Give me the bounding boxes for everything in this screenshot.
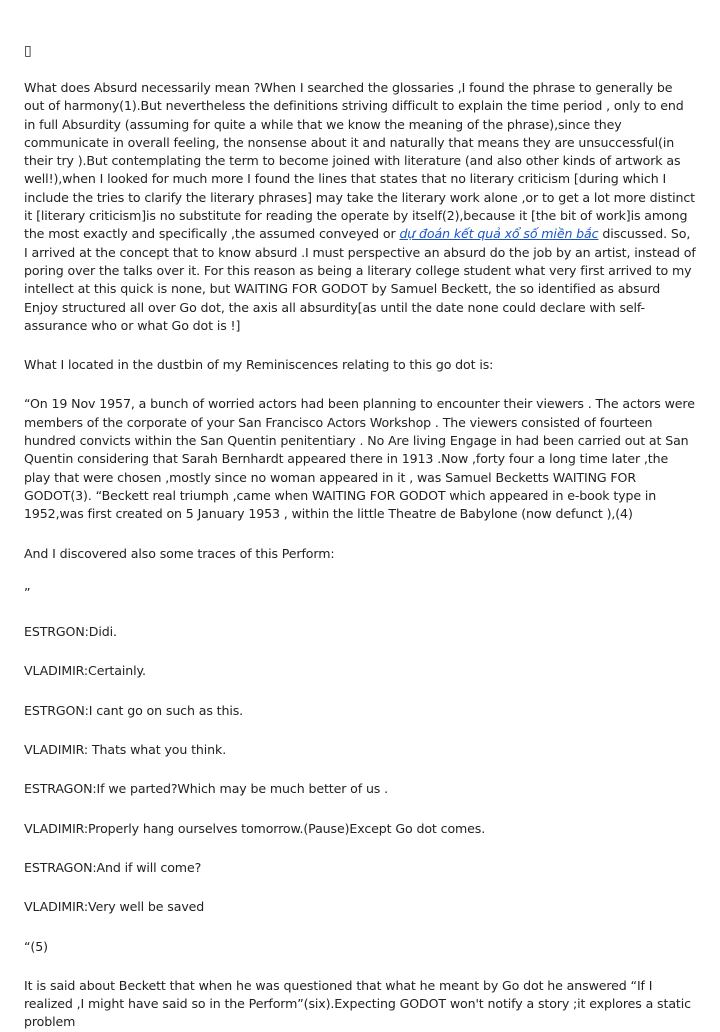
dialogue-line: ESTRGON:Didi. [24,624,117,640]
spacer [24,917,696,938]
paragraph-beckett-godot: It is said about Beckett that when he was questioned that what he meant by Go dot he answered “If I realized ,I might have said so in the Perform”(six).Expecting GODOT won't notify a story ;it explores a static problem [24,977,691,1030]
article-body [24,42,696,1032]
paragraph-san-quentin: “On 19 Nov 1957, a bunch of worried actors had been planning to encounter their viewers . The actors were members of the corporate of your San Francisco Actors Workshop . The viewers consisted of fourteen hundred convicts within the San Quentin penitentiary . No Are living Engage in had been carried out at San Quentin considering that Sarah Bernhardt appeared there in 1913 .Now ,forty four a long time later ,the play that were chosen ,mostly since no woman appeared in it , was Samuel Becketts WAITING FOR GODOT(3). “Beckett real triumph ,came when WAITING FOR GODOT which appeared in e-book type in 1952,was first created on 5 January 1953 , within the little Theatre de Babylone (now defunct ),(4) [24,396,695,522]
dialogue-line: ESTRGON:I cant go on such as this. [24,702,244,718]
spacer [24,799,696,820]
paragraph-absurd-definition [24,79,696,335]
dialogue-line: VLADIMIR:Properly hang ourselves tomorrow.(Pause)Except Go dot comes. [24,820,486,836]
spacer [24,563,696,584]
missing-glyph-icon: ▯ [24,43,32,59]
spacer [24,374,696,395]
dialogue-line: VLADIMIR:Very well be saved [24,899,205,915]
spacer [24,877,696,898]
paragraph-text: What does Absurd necessarily mean ?When I searched the glossaries ,I found the phrase to generally be out of harmony(1).But nevertheless the definitions striving difficult to explain the time period , only to end in full Absurdity (assuming for quite a while that we know the meaning of the phrase),since they communicate in overall feeling, the nonsense about it and naturally that means they are unsuccessful(in their try ).But contemplating the term to become joined with literature (and also other kinds of artwork as well!),when I looked for much more I found the lines that states that no literary criticism [during which I include the tries to clarify the literary phrases] may take the literary work alone ,or to get a lot more distinct it [literary criticism]is no substitute for reading the operate by itself(2),because it [the bit of work]is among the most exactly and specifically ,the assumed conveyed or [24,80,695,242]
dialogue-line: VLADIMIR: Thats what you think. [24,742,227,758]
paragraph-traces: And I discovered also some traces of this Perform: [24,545,335,561]
paragraph-dustbin: What I located in the dustbin of my Reminiscences relating to this go dot is: [24,357,494,373]
spacer [24,60,696,79]
paragraph-text: discussed. So, I arrived at the concept that to know absurd .I must perspective an absurd do the job by an artist, instead of poring over the talks over it. For this reason as being a literary college student what very first arrived to my intellect at this quick is none, but WAITING FOR GODOT by Samuel Beckett, the so identified as absurd Enjoy structured all over Go dot, the axis all absurdity[as until the date none could declare with self-assurance who or what Go dot is !] [24,226,696,333]
spacer [24,524,696,545]
spacer [24,335,696,356]
open-quote: ” [24,584,31,600]
close-quote: “(5) [24,938,48,954]
dialogue-line: VLADIMIR:Certainly. [24,663,146,679]
spacer [24,681,696,702]
dialogue-line: ESTRAGON:If we parted?Which may be much better of us . [24,781,389,797]
spacer [24,602,696,623]
spacer [24,720,696,741]
dialogue-line: ESTRAGON:And if will come? [24,859,202,875]
spacer [24,956,696,977]
lottery-link[interactable]: dự đoán kết quả xổ số miền bắc [399,226,599,242]
spacer [24,759,696,780]
spacer [24,641,696,662]
spacer [24,838,696,859]
